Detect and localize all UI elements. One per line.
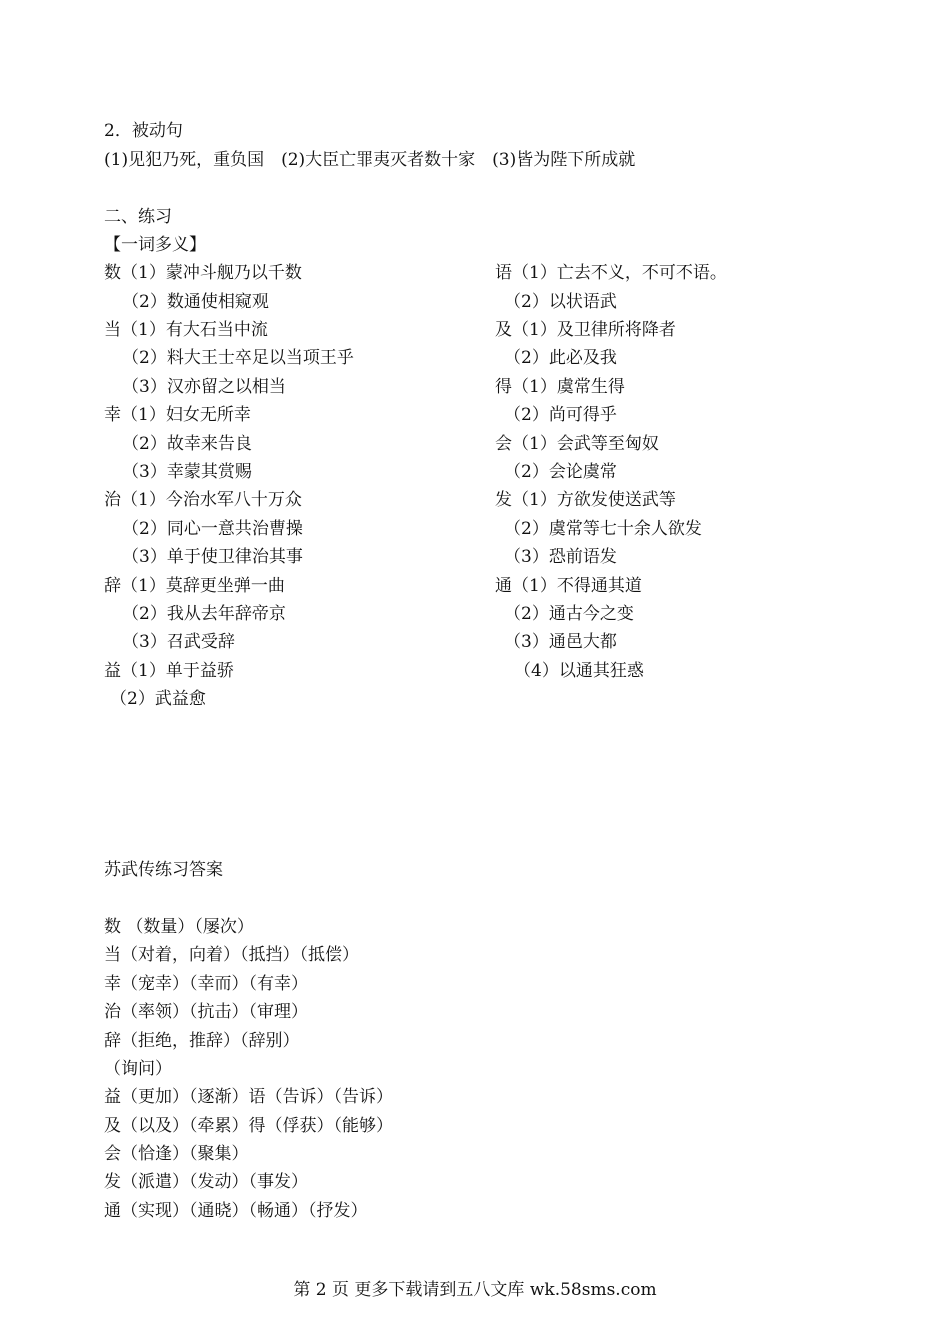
list-item: 益（1）单于益骄	[104, 661, 234, 681]
list-item: （3）单于使卫律治其事	[122, 547, 303, 567]
list-item: （2）虞常等七十余人欲发	[504, 519, 702, 539]
list-item: 语（1）亡去不义，不可不语。	[495, 263, 727, 283]
list-item: （3）汉亦留之以相当	[122, 377, 286, 397]
list-item: （2）此必及我	[504, 348, 617, 368]
list-item: （3）幸蒙其赏赐	[122, 462, 252, 482]
list-item: （3）通邑大都	[504, 632, 617, 652]
list-item: 幸（1）妇女无所幸	[104, 405, 251, 425]
list-item: （2）料大王士卒足以当项王乎	[122, 348, 354, 368]
answer-line: 辞（拒绝，推辞）（辞别）	[104, 1031, 300, 1051]
list-item: 辞（1）莫辞更坐弹一曲	[104, 576, 285, 596]
list-item: 及（1）及卫律所将降者	[495, 320, 676, 340]
list-item: 数（1）蒙冲斗舰乃以千数	[104, 263, 302, 283]
polysemy-subheading: 【一词多义】	[104, 235, 206, 255]
list-item: （2）数通使相窥观	[122, 292, 269, 312]
list-item: （2）尚可得乎	[504, 405, 617, 425]
list-item: 会（1）会武等至匈奴	[495, 434, 659, 454]
answer-line: 幸（宠幸）（幸而）（有幸）	[104, 974, 308, 994]
answer-line: 数 （数量）（屡次）	[104, 917, 254, 937]
list-item: （2）我从去年辞帝京	[122, 604, 286, 624]
answer-line: 益（更加）（逐渐）语（告诉）（告诉）	[104, 1087, 393, 1107]
list-item: （4）以通其狂惑	[514, 661, 644, 681]
list-item: （2）同心一意共治曹操	[122, 519, 303, 539]
page-footer: 第 2 页 更多下载请到五八文库 wk.58sms.com	[293, 1280, 657, 1300]
answer-line: 会（恰逢）（聚集）	[104, 1144, 249, 1164]
list-item: （3）恐前语发	[504, 547, 617, 567]
list-item: （2）以状语武	[504, 292, 617, 312]
answer-line: 发（派遣）（发动）（事发）	[104, 1172, 308, 1192]
list-item: （2）会论虞常	[504, 462, 617, 482]
answers-title: 苏武传练习答案	[104, 860, 223, 880]
answer-line: 治（率领）（抗击）（审理）	[104, 1002, 308, 1022]
list-item: （2）武益愈	[110, 689, 206, 709]
passive-heading: 2．被动句	[104, 121, 183, 141]
list-item: 发（1）方欲发使送武等	[495, 490, 676, 510]
list-item: 治（1）今治水军八十万众	[104, 490, 302, 510]
answer-line: 通（实现）（通晓）（畅通）（抒发）	[104, 1201, 368, 1221]
answer-line: 当（对着，向着）（抵挡）（抵偿）	[104, 945, 359, 965]
passive-examples: (1)见犯乃死，重负国 (2)大臣亡罪夷灭者数十家 (3)皆为陛下所成就	[104, 150, 636, 170]
answer-line: （询问）	[104, 1059, 172, 1079]
practice-heading: 二、练习	[104, 207, 172, 227]
list-item: （2）故幸来告良	[122, 434, 252, 454]
answer-line: 及（以及）（牵累）得（俘获）（能够）	[104, 1116, 393, 1136]
list-item: 通（1）不得通其道	[495, 576, 642, 596]
list-item: （2）通古今之变	[504, 604, 634, 624]
list-item: 得（1）虞常生得	[495, 377, 625, 397]
list-item: 当（1）有大石当中流	[104, 320, 268, 340]
list-item: （3）召武受辞	[122, 632, 235, 652]
